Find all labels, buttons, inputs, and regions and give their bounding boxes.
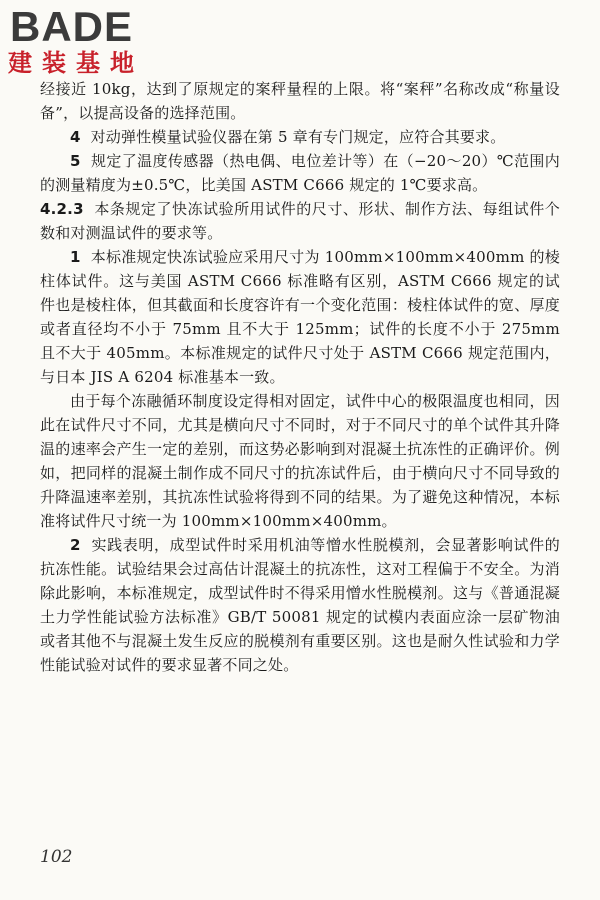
item-number: 4 [70, 128, 81, 146]
paragraph-text: 经接近 10kg，达到了原规定的案秤量程的上限。将“案秤”名称改成“称量设备”，以提高设备的选择范围。 [40, 80, 560, 122]
bade-logo [8, 4, 178, 88]
logo-chinese-text: 建装基地 [8, 49, 144, 77]
logo-latin-text: BADE [10, 3, 134, 50]
paragraph-item-2 [40, 533, 560, 677]
paragraph-text: 规定了温度传感器（热电偶、电位差计等）在（−20～20）℃范围内的测量精度为±0.5℃，比美国 ASTM C666 规定的 1℃要求高。 [40, 152, 560, 194]
section-number: 4.2.3 [40, 200, 84, 218]
paragraph-explanation [40, 389, 560, 533]
section-4-2-3 [40, 197, 560, 245]
paragraph-text: 本标准规定快冻试验应采用尺寸为 100mm×100mm×400mm 的棱柱体试件。这与美国 ASTM C666 标准略有区别，ASTM C666 规定的试件也是棱柱体，但其截面和长度容许有一个变化范围：棱柱体试件的宽、厚度或者直径均不小于 75mm 且不大于 125mm；试件的长度不小于 275mm 且不大于 405mm。本标准规定的试件尺寸处于 ASTM C666 规定范围内，与日本 JIS A 6204 标准基本一致。 [40, 248, 561, 386]
document-body [40, 77, 560, 677]
paragraph-text: 由于每个冻融循环制度设定得相对固定，试件中心的极限温度也相同，因此在试件尺寸不同，尤其是横向尺寸不同时，对于不同尺寸的单个试件其升降温的速率会产生一定的差别，而这势必影响到对混凝土抗冻性的正确评价。例如，把同样的混凝土制作成不同尺寸的抗冻试件后，由于横向尺寸不同导致的升降温速率差别，其抗冻性试验将得到不同的结果。为了避免这种情况，本标准将试件尺寸统一为 100mm×100mm×400mm。 [40, 392, 560, 530]
item-number: 5 [70, 152, 81, 170]
item-number: 2 [70, 536, 81, 554]
paragraph-continuation [40, 77, 560, 125]
paragraph-item-5 [40, 149, 560, 197]
page-number: 102 [40, 847, 73, 867]
paragraph-text: 对动弹性模量试验仪器在第 5 章有专门规定，应符合其要求。 [90, 128, 506, 146]
paragraph-text: 本条规定了快冻试验所用试件的尺寸、形状、制作方法、每组试件个数和对测温试件的要求等。 [40, 200, 560, 242]
paragraph-item-4 [40, 125, 560, 149]
paragraph-item-1 [40, 245, 560, 389]
item-number: 1 [70, 248, 81, 266]
paragraph-text: 实践表明，成型试件时采用机油等憎水性脱模剂，会显著影响试件的抗冻性能。试验结果会过高估计混凝土的抗冻性，这对工程偏于不安全。为消除此影响，本标准规定，成型试件时不得采用憎水性脱模剂。这与《普通混凝土力学性能试验方法标准》GB/T 50081 规定的试模内表面应涂一层矿物油或者其他不与混凝土发生反应的脱模剂有重要区别。这也是耐久性试验和力学性能试验对试件的要求显著不同之处。 [40, 536, 560, 674]
